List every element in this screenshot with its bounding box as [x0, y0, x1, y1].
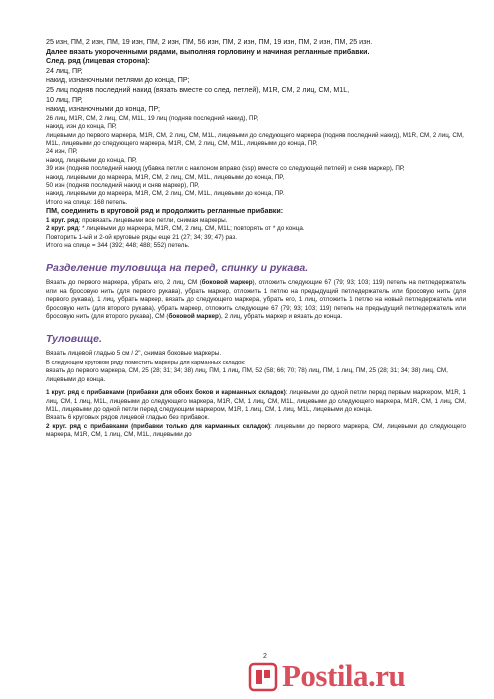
section-heading: ПМ, соединить в круговой ряд и продолжить регланные прибавки:: [46, 207, 284, 216]
text-line: 39 изн (подняв последний накид (убавка петли с наклоном вправо (ssp) вместе со следующей петлей) и сняв маркер), ПР,: [46, 165, 405, 173]
text-line: накид, изн до конца, ПР,: [46, 123, 117, 131]
section-title-body: Туловище.: [46, 333, 102, 346]
watermark-text: Postila.ru: [282, 658, 406, 693]
text-line: : лицевыми до одной петли перед первым маркером, M1R, 1 лиц, СМ, 1 лиц, M1L, лицевыми до следующего маркера, M1R, СМ, 1 лиц, СМ, M1L, лицевыми до следующего маркера, M1R, СМ, 1 лиц, СМ, M1L, лицевыми до одной петли перед следующим маркером, M1R, 1 лиц, СМ, 1 лиц, M1L, лицевыми до конца.: [46, 389, 466, 413]
text-line: накид, лицевыми до маркера, M1R, СМ, 2 лиц, СМ, M1L, лицевыми до конца, ПР,: [46, 173, 285, 181]
text-line: : лицевыми до первого маркера, СМ, лицевыми до следующего маркера, M1R, СМ, 1 лиц, СМ, M1L, лицевыми до: [46, 422, 466, 439]
text-line: Вязать лицевой гладью 5 см / 2", снимая боковые маркеры.: [46, 350, 222, 358]
text-line: 10 лиц, ПР,: [46, 95, 83, 104]
watermark: [246, 658, 486, 696]
text-line: Вязать 6 круговых рядов лицевой гладью без прибавок.: [46, 414, 210, 422]
text-line: вязать до первого маркера, СМ, 25 (28; 31; 34; 38) лиц, ПМ, 1 лиц, ПМ, 52 (58; 66; 70; 78) лиц, ПМ, 1 лиц, ПМ, 25 (28; 31; 34; 38) лиц, СМ, лицевыми до конца.: [46, 367, 448, 383]
round-label: 1 круг. ряд с прибавками (прибавки для обоих боков и карманных складок): [46, 389, 286, 397]
text-line: В следующем круговом ряду поместить маркеры для карманных складок:: [46, 359, 246, 366]
text-line: 24 изн, ПР,: [46, 148, 78, 156]
text-line: Повторить 1-ый и 2-ой круговые ряды еще 21 (27; 34; 39; 47) раз.: [46, 233, 238, 241]
page-number: 2: [263, 653, 267, 660]
round-label: 2 круг. ряд: [46, 225, 79, 233]
text-line: : провязать лицевыми все петли, снимая маркеры.: [78, 216, 228, 224]
text-line: 25 изн, ПМ, 2 изн, ПМ, 19 изн, ПМ, 2 изн, ПМ, 56 изн, ПМ, 2 изн, ПМ, 19 изн, ПМ, 2 изн, ПМ, 25 изн.: [46, 38, 373, 46]
text-line: 50 изн (подняв последний накид и сняв маркер), ПР,: [46, 182, 200, 189]
postila-logo-icon: [248, 662, 278, 692]
stitch-total: Итого на спице = 344 (392; 448; 488; 552) петель.: [46, 242, 190, 250]
text-line: лицевыми до первого маркера, M1R, СМ, 2 лиц, СМ, M1L, лицевыми до следующего маркера (подняв последний накид), M1R, СМ, 2 лиц, СМ, M1L, лицевыми до следующего маркера, M1R, СМ, 2 лиц, СМ, M1L, лицевыми до конца, ПР,: [46, 131, 464, 147]
stitch-total: Итого на спице: 168 петель.: [46, 198, 128, 206]
row-heading: След. ряд (лицевая сторона):: [46, 57, 150, 66]
text-line: накид, изнаночными петлями до конца, ПР;: [46, 76, 190, 85]
text-line: 24 лиц, ПР,: [46, 66, 83, 75]
text-line: 25 лиц подняв последний накид (вязать вместе со след. петлей), M1R, СМ, 2 лиц, СМ, M1L,: [46, 85, 350, 94]
section-heading: Далее вязать укороченными рядами, выполняя горловину и начиная регланные прибавки.: [46, 47, 370, 56]
text-line: : * лицевыми до маркера, M1R, СМ, 2 лиц, СМ, M1L; повторять от * до конца.: [78, 225, 305, 233]
document-page: [46, 38, 466, 440]
section-title-sleeves: Разделение туловища на перед, спинку и рукава.: [46, 262, 309, 275]
text-line: накид, лицевыми до маркера, M1R, СМ, 2 лиц, СМ, M1L, лицевыми до конца, ПР.: [46, 190, 285, 198]
round-label: 2 круг. ряд с прибавками (прибавки только для карманных складок): [46, 422, 271, 430]
text-line: накид, лицевыми до конца, ПР,: [46, 156, 137, 164]
section-body-sleeves: Вязать до первого маркера, убрать его, 2 лиц, СМ (боковой маркер), отложить следующие 67 (79; 93; 103; 119) петель на петледержатель или на бросовую нить (для первого рукава), убрать маркер, отложить 1 петлю на предыдущий петледержатель или бросовую нить (для первого рукава), 1 лиц, убрать маркер, вязать до следующего маркера, убрать его, 1 лиц, отложить 1 петлю на новый петледержатель или бросовую нить (для второго рукава), убрать маркер, отложить следующие 67 (79; 93; 103; 119) петель на предыдущий петледержатель или бросовую нить (для второго рукава), СМ (боковой маркер), 2 лиц, убрать маркер и вязать до конца.: [46, 279, 466, 321]
round-label: 1 круг. ряд: [46, 216, 79, 224]
text-line: 26 лиц, M1R, СМ, 2 лиц, СМ, M1L, 19 лиц (подняв последний накид), ПР,: [46, 114, 259, 122]
text-line: накид, изнаночными до конца, ПР;: [46, 105, 161, 114]
